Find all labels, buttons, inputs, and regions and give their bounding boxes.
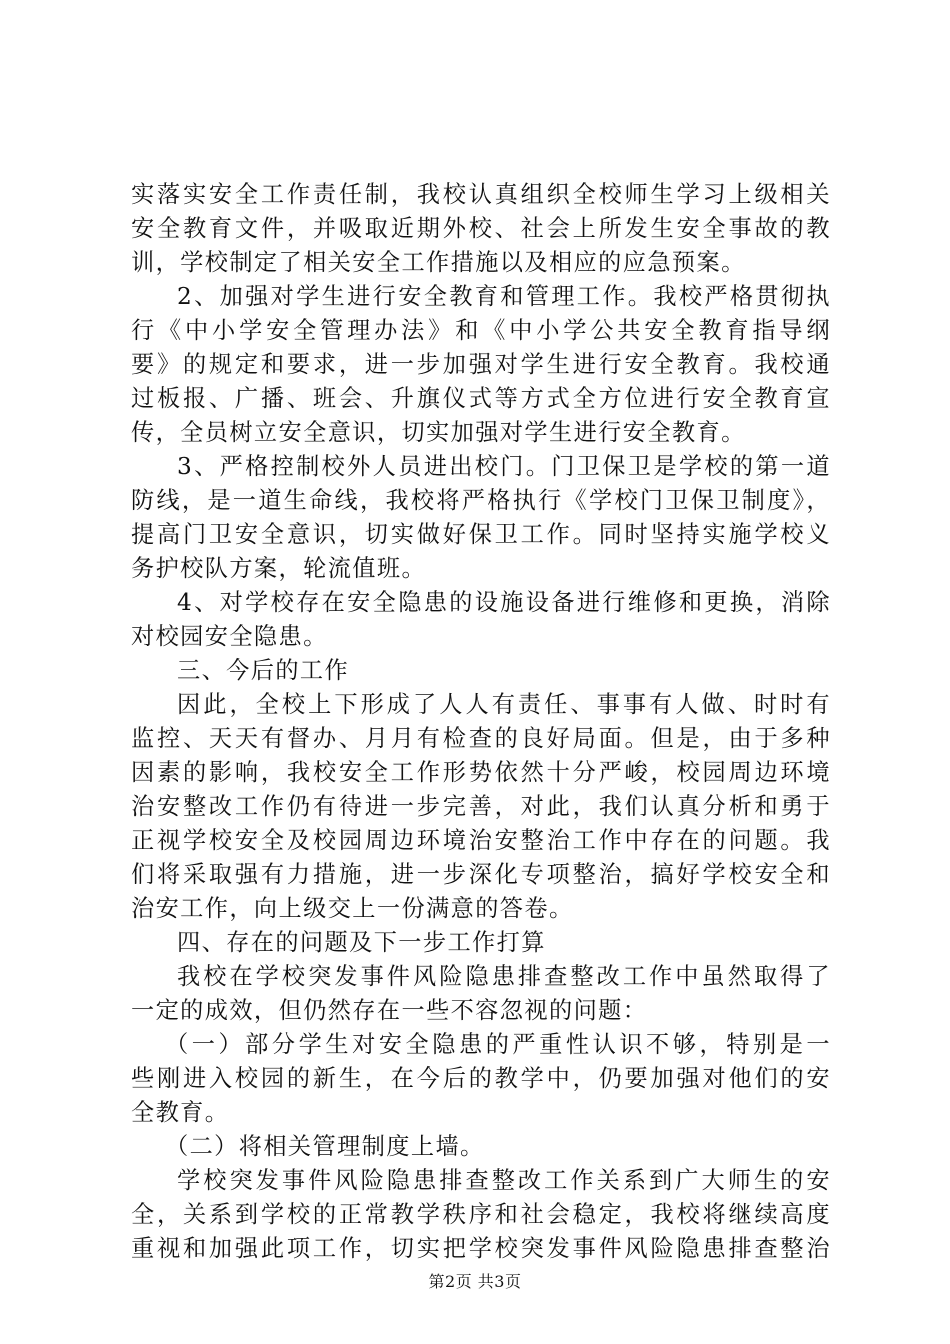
text-line: 行《中小学安全管理办法》和《中小学公共安全教育指导纲 [131, 317, 831, 344]
text-line: 些刚进入校园的新生，在今后的教学中，仍要加强对他们的安 [131, 1065, 831, 1092]
text-line: 实落实安全工作责任制，我校认真组织全校师生学习上级相关 [131, 181, 831, 208]
text-line: （一）部分学生对安全隐患的严重性认识不够，特别是一 [165, 1031, 831, 1058]
text-line: 提高门卫安全意识，切实做好保卫工作。同时坚持实施学校义 [131, 521, 831, 548]
text-line: 因素的影响，我校安全工作形势依然十分严峻，校园周边环境 [131, 759, 831, 786]
text-line: （二）将相关管理制度上墙。 [165, 1133, 485, 1160]
text-line: 监控、天天有督办、月月有检查的良好局面。但是，由于多种 [131, 725, 831, 752]
text-line: 训，学校制定了相关安全工作措施以及相应的应急预案。 [131, 249, 746, 276]
text-line: 学校突发事件风险隐患排查整改工作关系到广大师生的安 [177, 1167, 831, 1194]
section-heading: 三、今后的工作 [177, 657, 350, 684]
text-line: 传，全员树立安全意识，切实加强对学生进行安全教育。 [131, 419, 746, 446]
text-line: 3、严格控制校外人员进出校门。门卫保卫是学校的第一道 [177, 453, 831, 480]
text-line: 防线，是一道生命线，我校将严格执行《学校门卫保卫制度》， [131, 487, 831, 514]
text-line: 安全教育文件，并吸取近期外校、社会上所发生安全事故的教 [131, 215, 831, 242]
text-line: 们将采取强有力措施，进一步深化专项整治，搞好学校安全和 [131, 861, 831, 888]
text-line: 对校园安全隐患。 [131, 623, 328, 650]
text-line: 因此，全校上下形成了人人有责任、事事有人做、时时有 [177, 691, 831, 718]
text-line: 一定的成效，但仍然存在一些不容忽视的问题： [131, 997, 648, 1024]
text-line: 全教育。 [131, 1099, 230, 1126]
text-line: 要》的规定和要求，进一步加强对学生进行安全教育。我校通 [131, 351, 831, 378]
section-heading: 四、存在的问题及下一步工作打算 [177, 929, 546, 956]
text-line: 全，关系到学校的正常教学秩序和社会稳定，我校将继续高度 [131, 1201, 831, 1228]
page-number-footer: 第2页 共3页 [428, 1272, 522, 1291]
text-line: 治安整改工作仍有待进一步完善，对此，我们认真分析和勇于 [131, 793, 831, 820]
text-line: 治安工作，向上级交上一份满意的答卷。 [131, 895, 574, 922]
text-line: 正视学校安全及校园周边环境治安整治工作中存在的问题。我 [131, 827, 831, 854]
text-line: 4、对学校存在安全隐患的设施设备进行维修和更换，消除 [177, 589, 831, 616]
text-line: 2、加强对学生进行安全教育和管理工作。我校严格贯彻执 [177, 283, 831, 310]
text-line: 过板报、广播、班会、升旗仪式等方式全方位进行安全教育宣 [131, 385, 831, 412]
text-line: 我校在学校突发事件风险隐患排查整改工作中虽然取得了 [177, 963, 831, 990]
text-line: 务护校队方案，轮流值班。 [131, 555, 427, 582]
text-line: 重视和加强此项工作，切实把学校突发事件风险隐患排查整治 [131, 1235, 831, 1262]
